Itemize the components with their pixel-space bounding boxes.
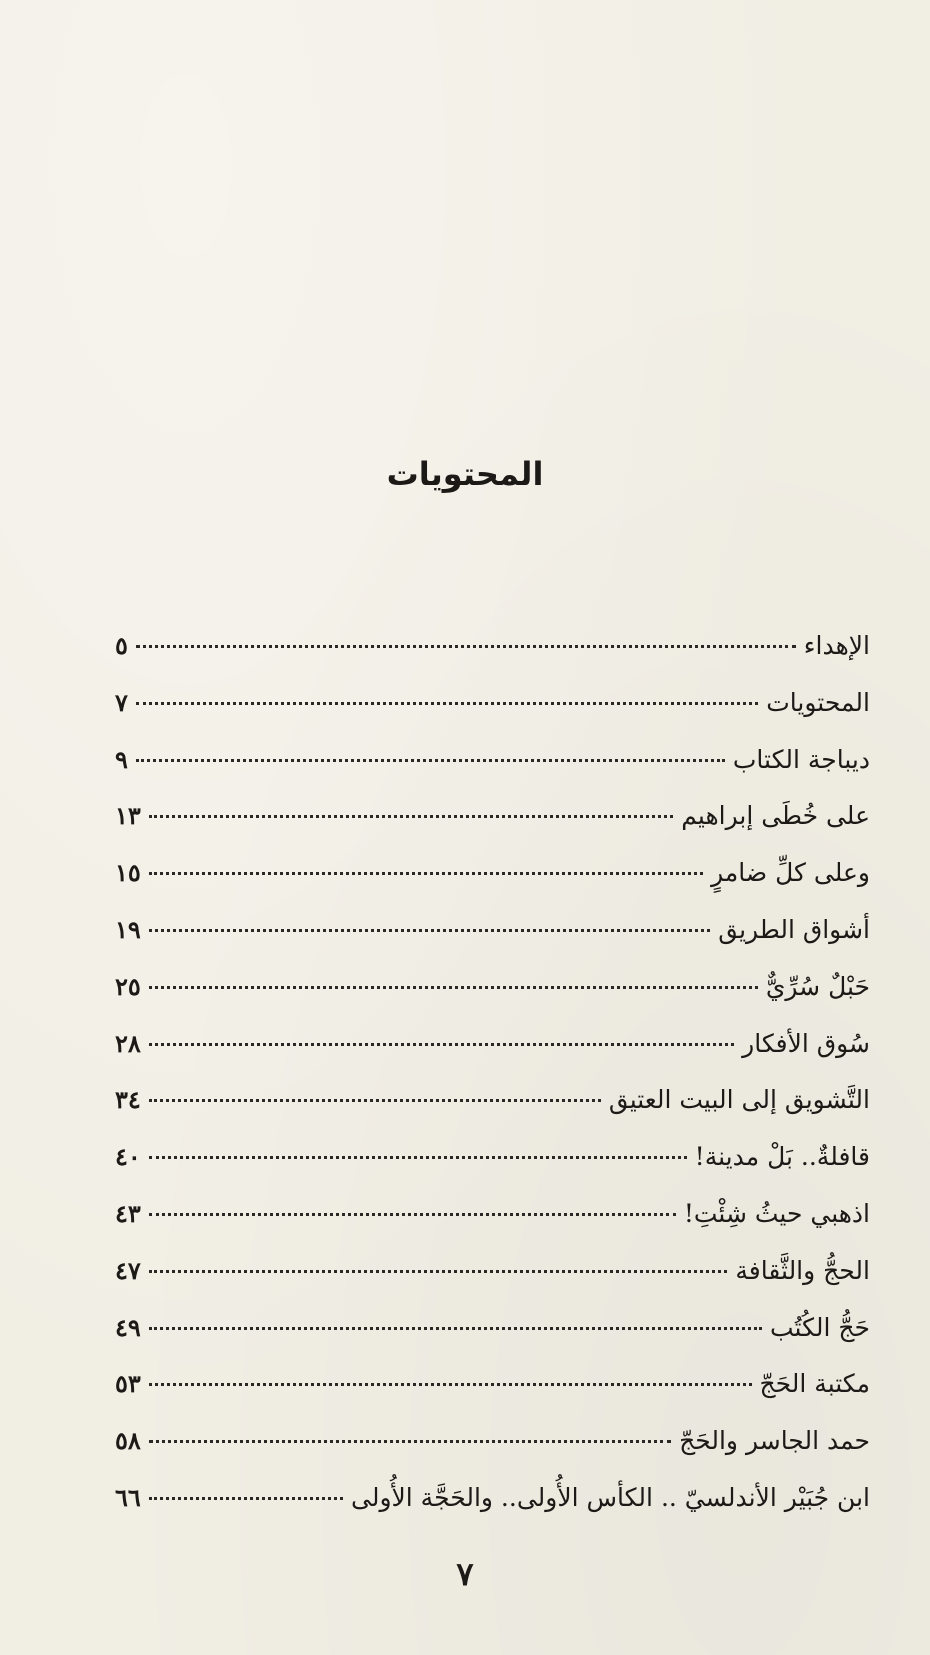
table-of-contents bbox=[115, 618, 870, 1527]
toc-entry bbox=[115, 1470, 870, 1527]
toc-entry-page: ٣٤ bbox=[115, 1085, 141, 1115]
toc-entry-title: الحجُّ والثَّقافة bbox=[735, 1255, 870, 1285]
toc-entry-title: وعلى كلِّ ضامرٍ bbox=[711, 858, 870, 888]
toc-entry-page: ٤٣ bbox=[115, 1198, 141, 1228]
toc-entry-title: على خُطَى إبراهيم bbox=[681, 801, 870, 831]
toc-entry bbox=[115, 1016, 870, 1073]
toc-leader-dots bbox=[136, 702, 758, 705]
toc-leader-dots bbox=[149, 1327, 762, 1330]
toc-leader-dots bbox=[149, 929, 710, 932]
toc-entry-title: قافلةٌ.. بَلْ مدينة! bbox=[694, 1142, 870, 1172]
toc-entry-title: حَجُّ الكُتُب bbox=[770, 1312, 870, 1342]
toc-entry-page: ٢٥ bbox=[115, 971, 141, 1001]
toc-entry-page: ٤٠ bbox=[115, 1142, 141, 1172]
toc-entry bbox=[115, 1243, 870, 1300]
toc-leader-dots bbox=[149, 1497, 343, 1500]
toc-entry-title: ديباجة الكتاب bbox=[732, 744, 870, 774]
toc-entry bbox=[115, 1129, 870, 1186]
toc-leader-dots bbox=[149, 1440, 671, 1443]
toc-entry-page: ٤٧ bbox=[115, 1255, 141, 1285]
toc-entry bbox=[115, 1186, 870, 1243]
toc-entry-page: ٦٦ bbox=[115, 1482, 141, 1512]
toc-entry-page: ٥ bbox=[115, 631, 128, 660]
toc-entry bbox=[115, 1300, 870, 1357]
toc-entry-title: اذهبي حيثُ شِئْتِ! bbox=[683, 1198, 870, 1228]
toc-entry-page: ٢٨ bbox=[115, 1028, 141, 1058]
toc-leader-dots bbox=[149, 1156, 687, 1159]
toc-leader-dots bbox=[136, 645, 796, 648]
toc-entry-page: ٥٨ bbox=[115, 1426, 141, 1456]
toc-entry bbox=[115, 618, 870, 675]
toc-leader-dots bbox=[149, 1043, 734, 1046]
toc-entry bbox=[115, 1072, 870, 1129]
toc-entry-title: الإهداء bbox=[803, 631, 870, 660]
toc-entry-title: سُوق الأفكار bbox=[742, 1028, 870, 1058]
toc-leader-dots bbox=[136, 759, 725, 762]
toc-entry-page: ١٣ bbox=[115, 801, 141, 831]
toc-entry-page: ٥٣ bbox=[115, 1369, 141, 1399]
toc-entry-title: التَّشويق إلى البيت العتيق bbox=[608, 1085, 870, 1115]
toc-entry bbox=[115, 959, 870, 1016]
toc-entry-title: حمد الجاسر والحَجّ bbox=[679, 1426, 870, 1456]
toc-leader-dots bbox=[149, 1270, 728, 1273]
toc-entry bbox=[115, 902, 870, 959]
page-number: ٧ bbox=[456, 1555, 474, 1593]
toc-entry-page: ٧ bbox=[115, 687, 128, 717]
page-title: المحتويات bbox=[386, 455, 544, 493]
toc-entry-title: مكتبة الحَجّ bbox=[759, 1369, 870, 1399]
toc-entry-title: أشواق الطريق bbox=[718, 914, 870, 944]
toc-leader-dots bbox=[149, 815, 673, 818]
toc-leader-dots bbox=[149, 986, 758, 989]
toc-leader-dots bbox=[149, 1099, 601, 1102]
toc-entry-page: ٤٩ bbox=[115, 1312, 141, 1342]
toc-entry bbox=[115, 788, 870, 845]
toc-entry-title: حَبْلٌ سُرِّيٌّ bbox=[765, 971, 870, 1001]
toc-leader-dots bbox=[149, 1383, 752, 1386]
toc-entry-title: المحتويات bbox=[766, 687, 870, 717]
toc-leader-dots bbox=[149, 872, 703, 875]
toc-entry bbox=[115, 1413, 870, 1470]
toc-entry bbox=[115, 675, 870, 732]
toc-entry-page: ٩ bbox=[115, 744, 128, 774]
toc-entry bbox=[115, 1356, 870, 1413]
toc-entry-page: ١٥ bbox=[115, 858, 141, 888]
toc-entry-title: ابن جُبَيْر الأندلسيّ .. الكأس الأُولى.. والحَجَّة الأُولى bbox=[350, 1482, 870, 1512]
toc-leader-dots bbox=[149, 1213, 676, 1216]
toc-entry bbox=[115, 845, 870, 902]
toc-entry bbox=[115, 732, 870, 789]
toc-entry-page: ١٩ bbox=[115, 914, 141, 944]
